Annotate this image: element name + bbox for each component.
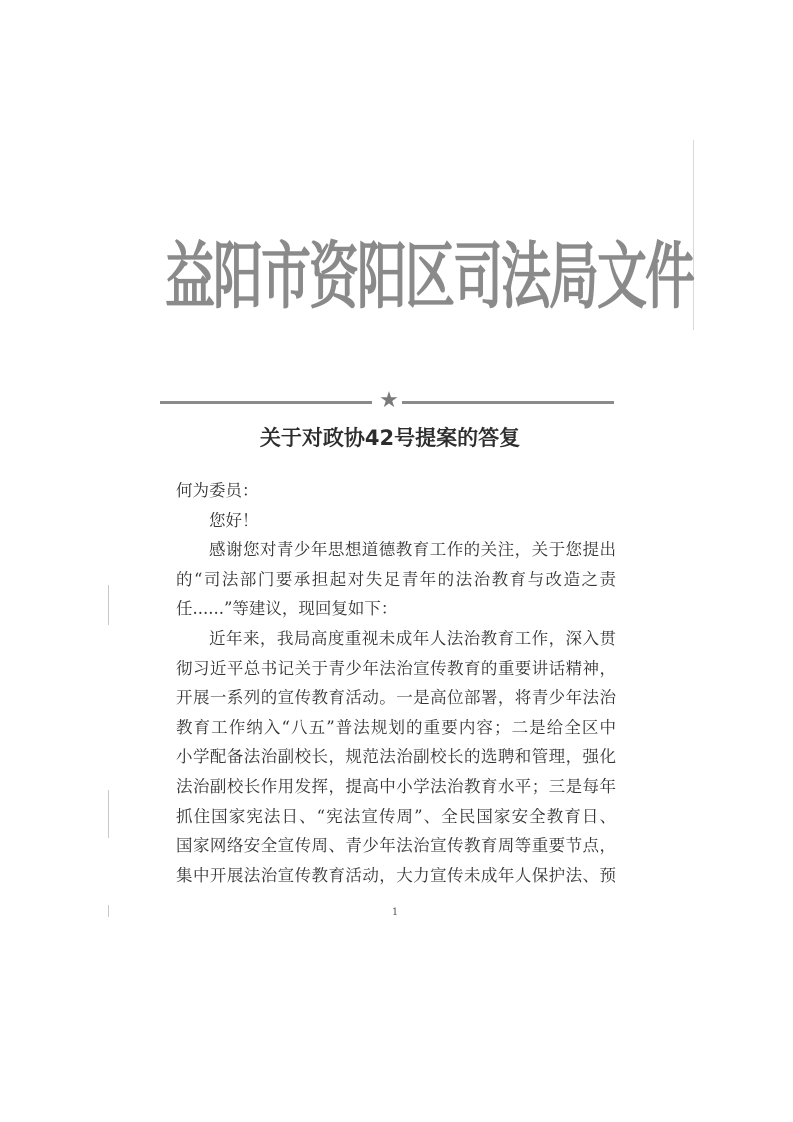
star-icon: ★ [379, 388, 399, 413]
salutation: 何为委员： [176, 481, 259, 500]
paragraph-line: 法治副校长作用发挥，提高中小学法治教育水平；三是每年 [176, 776, 616, 796]
paragraph-line: 开展一系列的宣传教育活动。一是高位部署，将青少年法治 [176, 688, 616, 708]
scan-edge-mark [693, 140, 694, 330]
paragraph-line: 集中开展法治宣传教育活动，大力宣传未成年人保护法、预 [176, 865, 616, 885]
scan-edge-mark [108, 905, 109, 917]
separator-rule-left [160, 401, 372, 404]
paragraph-line: 的“司法部门要承担起对失足青年的法治教育与改造之责 [176, 569, 616, 589]
paragraph-line: 任......”等建议，现回复如下： [176, 599, 398, 619]
scan-edge-mark [108, 790, 109, 838]
separator-rule-right [402, 401, 614, 404]
paragraph-1 [176, 535, 616, 624]
document-title: 关于对政协42号提案的答复 [259, 426, 521, 450]
paragraph-line: 彻习近平总书记关于青少年法治宣传教育的重要讲话精神， [176, 658, 616, 678]
paragraph-line: 抓住国家宪法日、“宪法宣传周”、全民国家安全教育日、 [176, 806, 616, 826]
paragraph-line: 小学配备法治副校长，规范法治副校长的选聘和管理，强化 [176, 747, 616, 767]
paragraph-line: 国家网络安全宣传周、青少年法治宣传教育周等重要节点， [176, 836, 616, 856]
document-masthead: 益阳市资阳区司法局文件 [165, 233, 693, 320]
page-number: 1 [391, 907, 399, 918]
scan-edge-mark [108, 585, 109, 625]
paragraph-2 [176, 624, 616, 890]
paragraph-line: 感谢您对青少年思想道德教育工作的关注，关于您提出 [209, 540, 616, 560]
document-body [176, 476, 616, 890]
greeting: 您好！ [209, 510, 259, 530]
paragraph-line: 近年来，我局高度重视未成年人法治教育工作，深入贯 [209, 628, 616, 648]
paragraph-line: 教育工作纳入“八五”普法规划的重要内容；二是给全区中 [176, 717, 616, 737]
